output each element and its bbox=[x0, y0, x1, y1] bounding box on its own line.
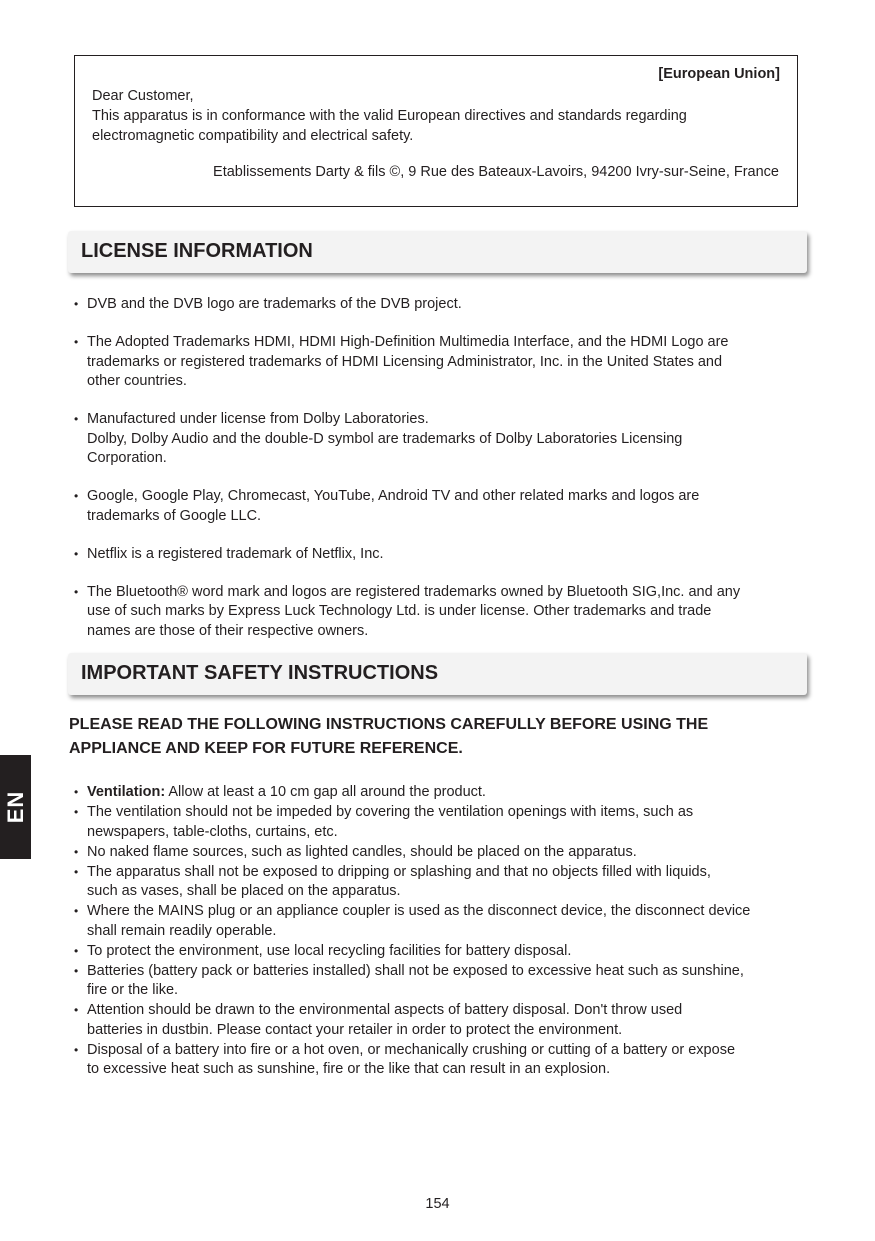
safety-item bbox=[72, 1041, 800, 1080]
list-item-line: other countries. bbox=[87, 373, 187, 389]
list-item-line: • Attention should be drawn to the environmental aspects of battery disposal. Don't throw used bbox=[87, 1002, 683, 1018]
license-section-header bbox=[68, 231, 807, 273]
list-item-line: • Batteries (battery pack or batteries installed) shall not be exposed to excessive heat such as sunshine, bbox=[87, 962, 744, 979]
list-item-line: • Netflix is a registered trademark of Netflix, Inc. bbox=[87, 545, 384, 562]
safety-item-ventilation bbox=[72, 783, 800, 803]
list-item-line: • Google, Google Play, Chromecast, YouTube, Android TV and other related marks and logos are bbox=[87, 488, 700, 504]
license-list bbox=[72, 295, 800, 660]
list-item-line: to excessive heat such as sunshine, fire or the like that can result in an explosion. bbox=[87, 1061, 611, 1077]
license-item bbox=[72, 295, 800, 315]
language-tab bbox=[0, 755, 31, 859]
safety-item bbox=[72, 902, 800, 941]
list-item-line: • The Adopted Trademarks HDMI, HDMI High-Definition Multimedia Interface, and the HDMI Logo are bbox=[87, 334, 729, 350]
eu-address: Etablissements Darty & fils ©, 9 Rue des Bateaux-Lavoirs, 94200 Ivry-sur-Seine, France bbox=[213, 164, 779, 180]
eu-statement-line: This apparatus is in conformance with the valid European directives and standards regarding bbox=[92, 108, 687, 124]
eu-region-label: [European Union] bbox=[658, 66, 780, 82]
list-item-line: • The Bluetooth® word mark and logos are registered trademarks owned by Bluetooth SIG,Inc. and any bbox=[87, 583, 741, 600]
safety-item bbox=[72, 843, 800, 863]
list-item-line: use of such marks by Express Luck Technology Ltd. is under license. Other trademarks and trade bbox=[87, 603, 712, 619]
safety-item bbox=[72, 803, 800, 842]
warning-line: PLEASE READ THE FOLLOWING INSTRUCTIONS CAREFULLY BEFORE USING THE bbox=[69, 716, 709, 733]
eu-statement-line: electromagnetic compatibility and electrical safety. bbox=[92, 128, 414, 144]
license-item bbox=[72, 333, 800, 392]
safety-section-header bbox=[68, 653, 807, 695]
list-item-line: Corporation. bbox=[87, 450, 167, 466]
list-item-line: trademarks or registered trademarks of HDMI Licensing Administrator, Inc. in the United States and bbox=[87, 353, 723, 370]
list-item-line: fire or the like. bbox=[87, 982, 179, 998]
list-item-line: shall remain readily operable. bbox=[87, 922, 277, 939]
license-item bbox=[72, 487, 800, 526]
license-item bbox=[72, 583, 800, 642]
list-item-line: • The ventilation should not be impeded by covering the ventilation openings with items, such as bbox=[87, 804, 694, 820]
ventilation-text: Allow at least a 10 cm gap all around the product. bbox=[165, 784, 486, 800]
safety-item bbox=[72, 942, 800, 962]
safety-item bbox=[72, 962, 800, 1001]
safety-heading: IMPORTANT SAFETY INSTRUCTIONS bbox=[81, 662, 439, 684]
read-instructions-warning bbox=[69, 713, 789, 761]
eu-notice-text bbox=[92, 86, 779, 146]
list-item-line: • DVB and the DVB logo are trademarks of the DVB project. bbox=[87, 296, 462, 312]
list-item-line: such as vases, shall be placed on the apparatus. bbox=[87, 883, 401, 899]
license-item bbox=[72, 545, 800, 565]
list-item-line: • The apparatus shall not be exposed to dripping or splashing and that no objects filled with liquids, bbox=[87, 863, 711, 880]
language-tab-label: EN bbox=[2, 790, 28, 824]
license-item bbox=[72, 410, 800, 469]
eu-conformity-notice bbox=[74, 55, 798, 207]
list-item-line: batteries in dustbin. Please contact your retailer in order to protect the environment. bbox=[87, 1021, 623, 1038]
list-item-line: • To protect the environment, use local recycling facilities for battery disposal. bbox=[87, 942, 572, 959]
list-item-line: names are those of their respective owners. bbox=[87, 622, 369, 639]
page-number: 154 bbox=[425, 1196, 450, 1212]
list-item-line: • No naked flame sources, such as lighted candles, should be placed on the apparatus. bbox=[87, 843, 637, 860]
list-item-line: trademarks of Google LLC. bbox=[87, 507, 262, 524]
eu-greeting: Dear Customer, bbox=[92, 88, 194, 104]
list-item-line: • Where the MAINS plug or an appliance coupler is used as the disconnect device, the disconnect device bbox=[87, 903, 751, 919]
license-heading: LICENSE INFORMATION bbox=[81, 240, 313, 262]
list-item-line: • Manufactured under license from Dolby Laboratories. bbox=[87, 411, 429, 427]
list-item-line: newspapers, table-cloths, curtains, etc. bbox=[87, 823, 338, 840]
ventilation-label: Ventilation: bbox=[87, 784, 166, 800]
safety-item bbox=[72, 1001, 800, 1040]
list-item-line: Dolby, Dolby Audio and the double-D symbol are trademarks of Dolby Laboratories Licensing bbox=[87, 430, 683, 447]
warning-line: APPLIANCE AND KEEP FOR FUTURE REFERENCE. bbox=[69, 740, 463, 757]
list-item-line: • Disposal of a battery into fire or a hot oven, or mechanically crushing or cutting of a battery or expose bbox=[87, 1041, 736, 1058]
safety-list bbox=[72, 783, 800, 1080]
safety-item bbox=[72, 863, 800, 902]
